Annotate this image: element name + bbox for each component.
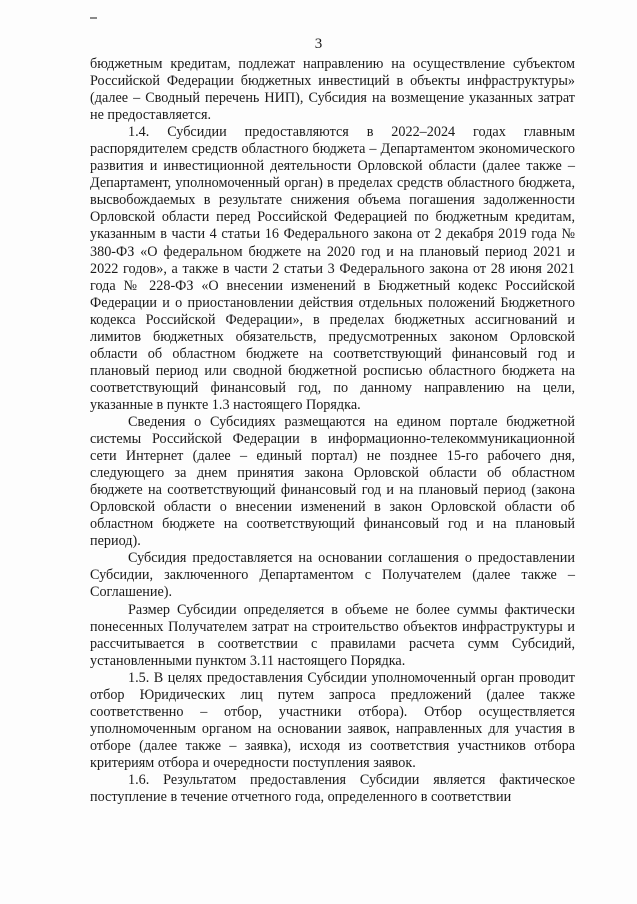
paragraph-1-4: 1.4. Субсидии предоставляются в 2022–2024 годах главным распорядителем средств областного бюджета – Департаментом экономического развития и инвестиционной деятельности Орловской области (далее также – Департамент, уполномоченный орган) в пределах средств областного бюджета, высвобождаемых в результате снижения объема погашения задолженности Орловской области перед Российской Федерацией по бюджетным кредитам, указанным в части 4 статьи 16 Федерального закона от 2 декабря 2019 года № 380-ФЗ «О федеральном бюджете на 2020 год и на плановый период 2021 и 2022 годов», а также в части 2 статьи 3 Федерального закона от 28 июня 2021 года № 228-ФЗ «О внесении изменений в Бюджетный кодекс Российской Федерации и о приостановлении действия отдельных положений Бюджетного кодекса Российской Федерации», в пределах бюджетных ассигнований и лимитов бюджетных обязательств, предусмотренных законом Орловской области об областном бюджете на соответствующий финансовый год и плановый период или сводной бюджетной росписью областного бюджета на соответствующий финансовый год, по данному направлению на цели, указанные в пункте 1.3 настоящего Порядка. — [90, 124, 575, 413]
paragraph-agreement: Субсидия предоставляется на основании соглашения о предоставлении Субсидии, заключенного Департаментом с Получателем (далее также – Соглашение). — [90, 550, 575, 601]
paragraph-1-5: 1.5. В целях предоставления Субсидии уполномоченный орган проводит отбор Юридических лиц путем запроса предложений (далее также соответственно – отбор, участники отбора). Отбор осуществляется уполномоченным органом на основании заявок, направленных для участия в отборе (далее также – заявка), исходя из соответствия участников отбора критериям отбора и очередности поступления заявок. — [90, 669, 575, 771]
page-number: 3 — [314, 36, 323, 52]
document-body — [90, 56, 575, 806]
paragraph-subsidy-info: Сведения о Субсидиях размещаются на едином портале бюджетной системы Российской Федерации в информационно-телекоммуникационной сети Интернет (далее – единый портал) не позднее 15-го рабочего дня, следующего за днем принятия закона Орловской области об областном бюджете на соответствующий финансовый год и на плановый период (закона Орловской области о внесении изменений в закон Орловской области об областном бюджете на соответствующий финансовый год и на плановый период). — [90, 413, 575, 550]
paragraph-subsidy-amount: Размер Субсидии определяется в объеме не более суммы фактически понесенных Получателем затрат на строительство объектов инфраструктуры и рассчитывается в соответствии с правилами расчета сумм Субсидий, установленными пунктом 3.11 настоящего Порядка. — [90, 601, 575, 669]
paragraph-continuation: бюджетным кредитам, подлежат направлению на осуществление субъектом Российской Федерации бюджетных инвестиций в объекты инфраструктуры» (далее – Сводный перечень НИП), Субсидия на возмещение указанных затрат не предоставляется. — [90, 56, 575, 124]
paragraph-1-6: 1.6. Результатом предоставления Субсидии является фактическое поступление в течение отчетного года, определенного в соответствии — [90, 771, 575, 806]
scan-mark — [90, 17, 97, 19]
